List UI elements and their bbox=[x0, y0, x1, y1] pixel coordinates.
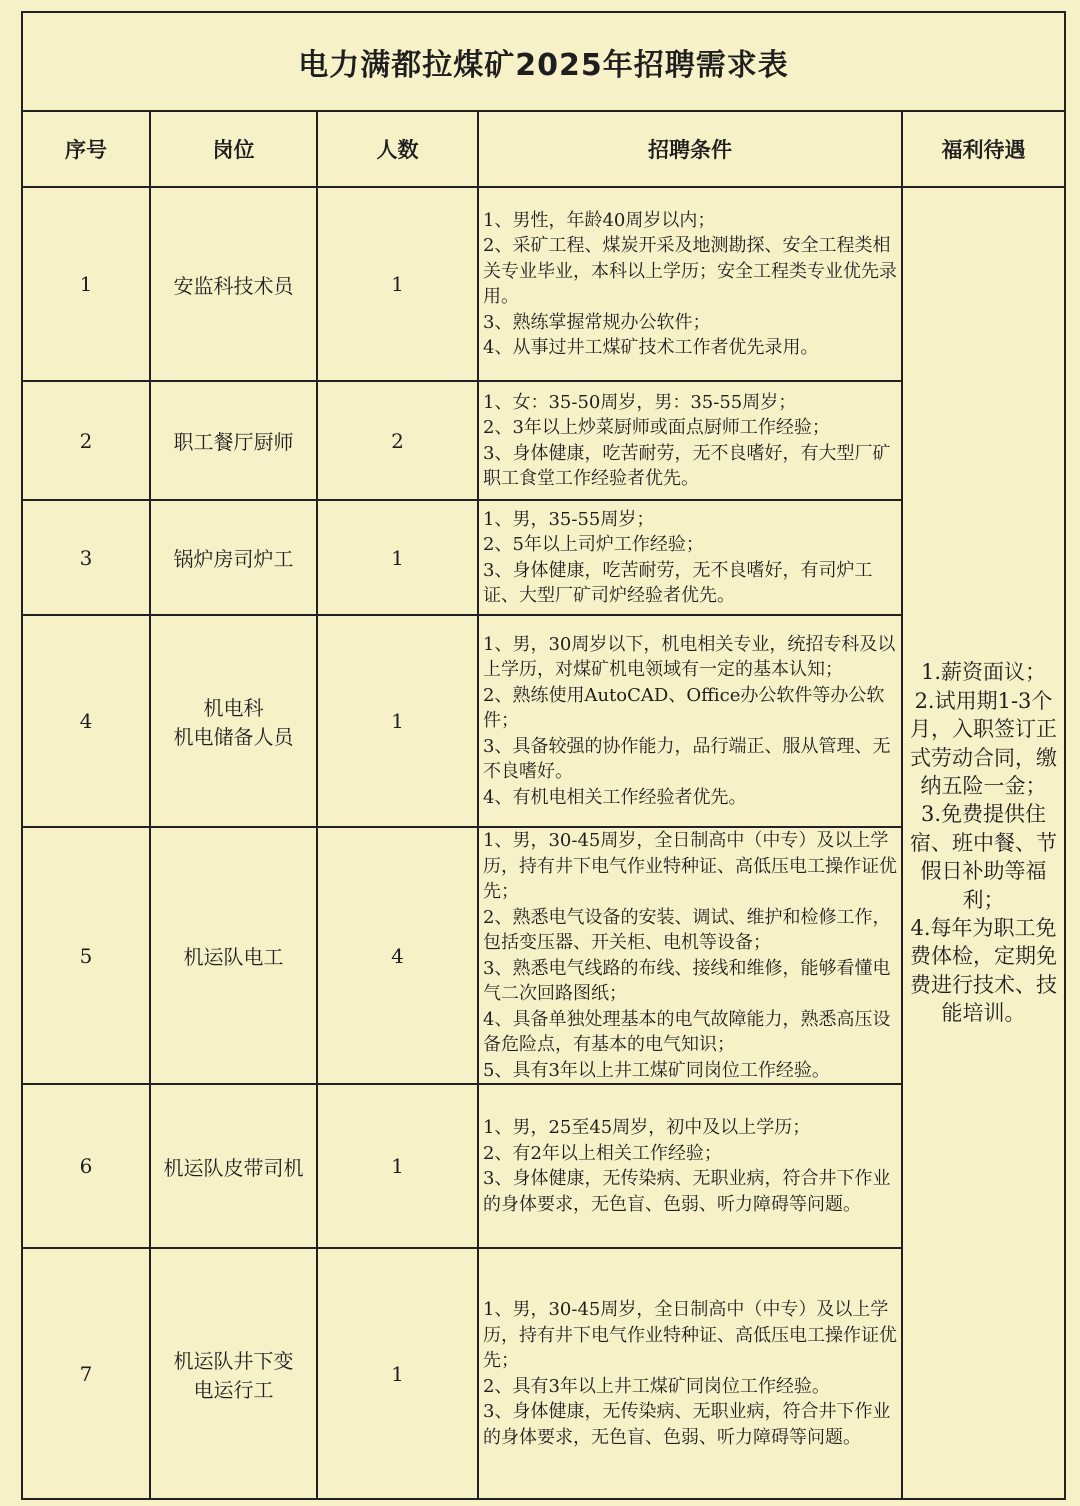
requirement-item: 3、熟练掌握常规办公软件； bbox=[483, 311, 711, 333]
requirement-item: 1、男性，年龄40周岁以内； bbox=[483, 209, 716, 231]
requirement-item: 1、男，35-55周岁； bbox=[483, 508, 655, 530]
benefit-item: 1.薪资面议； bbox=[920, 660, 1047, 685]
position-line: 机电储备人员 bbox=[173, 725, 294, 749]
row-position: 机运队皮带司机 bbox=[150, 1084, 317, 1248]
requirement-item: 2、5年以上司炉工作经验； bbox=[483, 534, 704, 555]
requirement-item: 5、具有3年以上井工煤矿同岗位工作经验。 bbox=[483, 1059, 830, 1081]
row-count: 1 bbox=[317, 615, 478, 827]
position-line: 电运行工 bbox=[193, 1377, 274, 1402]
row-position: 安监科技术员 bbox=[150, 187, 317, 381]
row-count: 4 bbox=[317, 827, 478, 1084]
header-requirements: 招聘条件 bbox=[478, 111, 902, 187]
requirement-item: 2、熟练使用AutoCAD、Office办公软件等办公软件； bbox=[483, 684, 885, 732]
requirement-item: 1、男，30-45周岁，全日制高中（中专）及以上学历，持有井下电气作业特种证、高低压电工操作证优先； bbox=[483, 830, 897, 902]
row-position: 锅炉房司炉工 bbox=[150, 500, 317, 615]
header-no: 序号 bbox=[22, 111, 150, 187]
row-no: 7 bbox=[22, 1248, 150, 1499]
header-count: 人数 bbox=[317, 111, 478, 187]
requirement-item: 1、男，25至45周岁，初中及以上学历； bbox=[483, 1117, 811, 1138]
row-count: 1 bbox=[317, 500, 478, 615]
row-count: 1 bbox=[317, 1248, 478, 1499]
position-line: 机运队井下变 bbox=[173, 1348, 294, 1373]
row-count: 2 bbox=[317, 381, 478, 500]
requirement-item: 2、熟悉电气设备的安装、调试、维护和检修工作，包括变压器、开关柜、电机等设备； bbox=[483, 906, 891, 953]
requirement-item: 3、身体健康，吃苦耐劳，无不良嗜好，有大型厂矿职工食堂工作经验者优先。 bbox=[483, 442, 891, 489]
row-count: 1 bbox=[317, 187, 478, 381]
row-no: 4 bbox=[22, 615, 150, 827]
row-requirements bbox=[478, 1084, 902, 1248]
requirement-item: 3、具备较强的协作能力，品行端正、服从管理、无不良嗜好。 bbox=[483, 735, 891, 783]
position-line: 机电科 bbox=[203, 696, 264, 720]
table-row bbox=[22, 187, 1065, 381]
row-position bbox=[150, 615, 317, 827]
requirement-item: 2、3年以上炒菜厨师或面点厨师工作经验； bbox=[483, 417, 830, 438]
benefit-item: 2.试用期1-3个月，入职签订正式劳动合同，缴纳五险一金； bbox=[910, 688, 1057, 798]
requirement-item: 2、具有3年以上井工煤矿同岗位工作经验。 bbox=[483, 1375, 830, 1397]
row-no: 5 bbox=[22, 827, 150, 1084]
requirement-item: 3、身体健康，吃苦耐劳，无不良嗜好，有司炉工证、大型厂矿司炉经验者优先。 bbox=[483, 559, 873, 606]
row-requirements bbox=[478, 381, 902, 500]
header-benefits: 福利待遇 bbox=[902, 111, 1065, 187]
row-position: 机运队电工 bbox=[150, 827, 317, 1084]
row-no: 1 bbox=[22, 187, 150, 381]
row-requirements bbox=[478, 500, 902, 615]
requirement-item: 1、女：35-50周岁，男：35-55周岁； bbox=[483, 391, 797, 413]
requirement-item: 4、具备单独处理基本的电气故障能力，熟悉高压设备危险点，有基本的电气知识； bbox=[483, 1008, 891, 1055]
benefit-item: 3.免费提供住宿、班中餐、节假日补助等福利； bbox=[910, 802, 1057, 912]
recruitment-table bbox=[21, 11, 1066, 1500]
requirement-item: 3、身体健康，无传染病、无职业病，符合井下作业的身体要求，无色盲、色弱、听力障碍等问题。 bbox=[483, 1401, 891, 1448]
benefits-cell bbox=[902, 187, 1065, 1499]
row-position bbox=[150, 1248, 317, 1499]
page-title: 电力满都拉煤矿2025年招聘需求表 bbox=[22, 12, 1065, 111]
requirement-item: 2、采矿工程、煤炭开采及地测勘探、安全工程类相关专业毕业，本科以上学历；安全工程类专业优先录用。 bbox=[483, 235, 897, 307]
row-no: 3 bbox=[22, 500, 150, 615]
benefit-item: 4.每年为职工免费体检，定期免费进行技术、技能培训。 bbox=[910, 916, 1057, 1026]
row-requirements bbox=[478, 187, 902, 381]
requirement-item: 2、有2年以上相关工作经验； bbox=[483, 1142, 722, 1164]
row-count: 1 bbox=[317, 1084, 478, 1248]
requirement-item: 4、从事过井工煤矿技术工作者优先录用。 bbox=[483, 337, 819, 358]
header-position: 岗位 bbox=[150, 111, 317, 187]
requirement-item: 4、有机电相关工作经验者优先。 bbox=[483, 786, 747, 808]
row-no: 6 bbox=[22, 1084, 150, 1248]
requirement-item: 3、熟悉电气线路的布线、接线和维修，能够看懂电气二次回路图纸； bbox=[483, 957, 891, 1004]
row-requirements bbox=[478, 615, 902, 827]
requirement-item: 1、男，30-45周岁，全日制高中（中专）及以上学历，持有井下电气作业特种证、高低压电工操作证优先； bbox=[483, 1299, 897, 1371]
row-no: 2 bbox=[22, 381, 150, 500]
row-requirements bbox=[478, 1248, 902, 1499]
row-position: 职工餐厅厨师 bbox=[150, 381, 317, 500]
requirement-item: 3、身体健康，无传染病、无职业病，符合井下作业的身体要求，无色盲、色弱、听力障碍等问题。 bbox=[483, 1168, 891, 1215]
row-requirements bbox=[478, 827, 902, 1084]
requirement-item: 1、男，30周岁以下，机电相关专业，统招专科及以上学历，对煤矿机电领域有一定的基本认知； bbox=[483, 633, 896, 681]
